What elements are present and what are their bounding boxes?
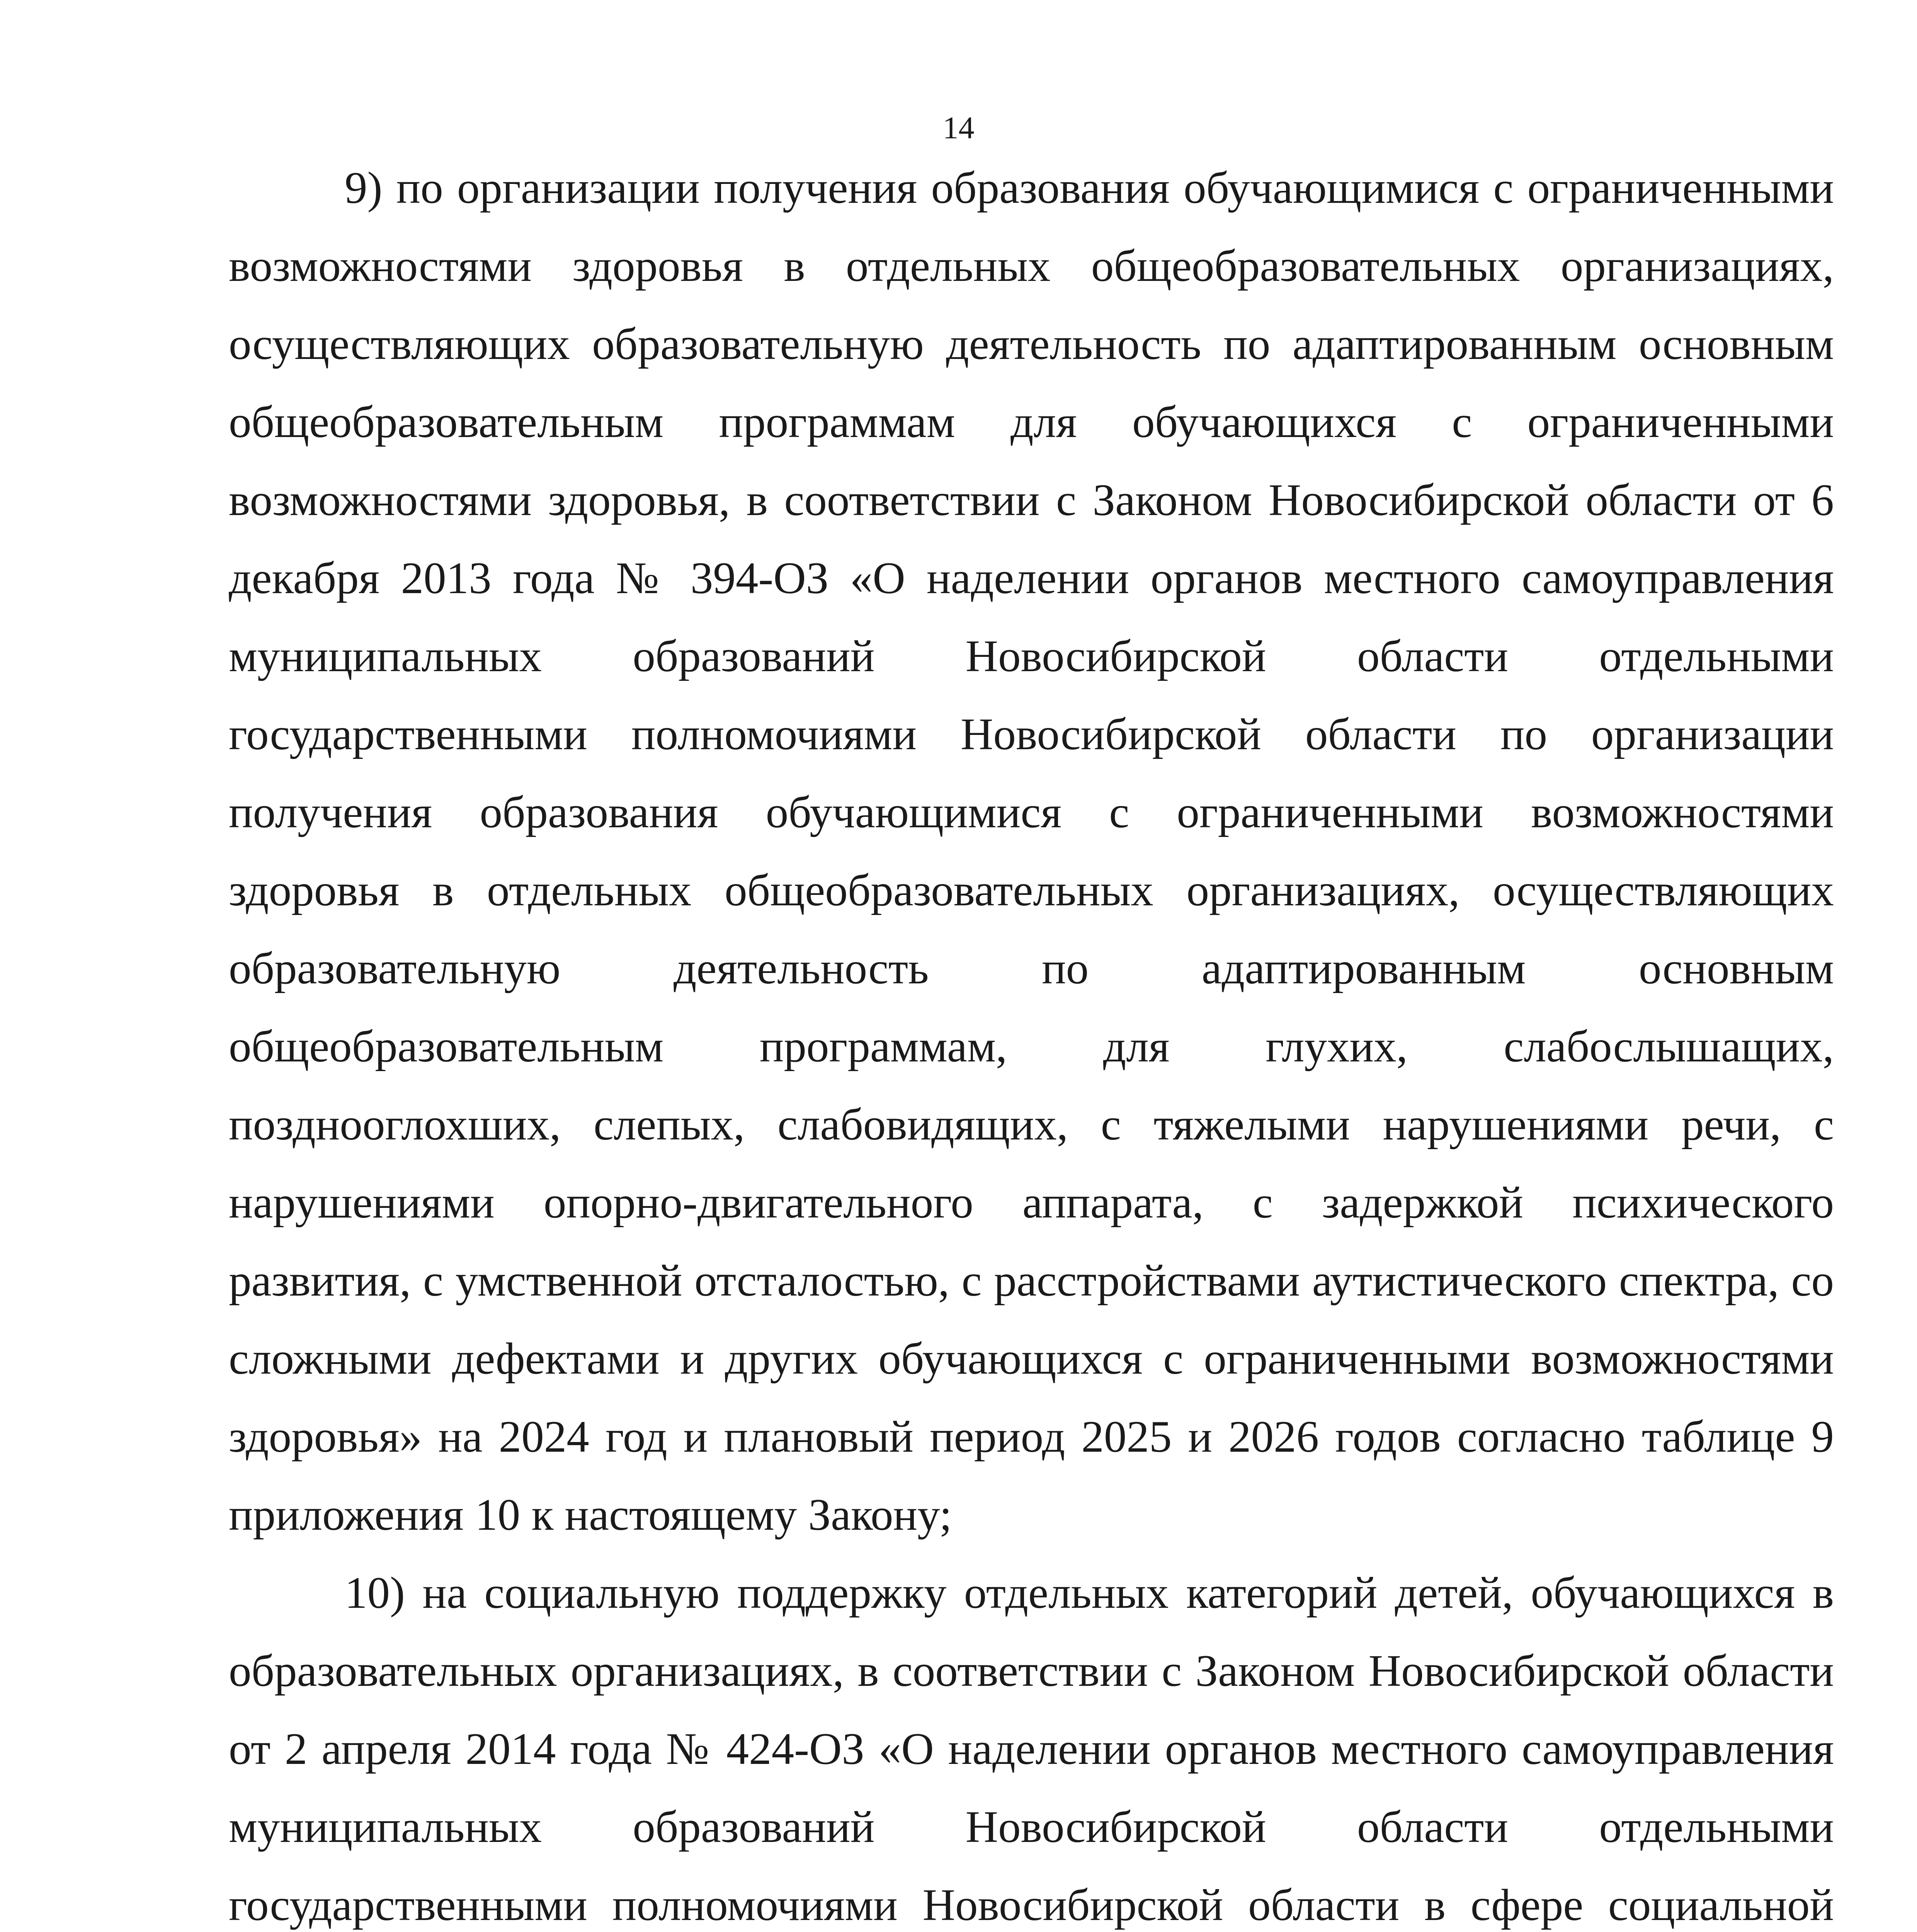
paragraph-item-10: 10) на социальную поддержку отдельных категорий детей, обучающихся в образовательных организациях, в соответствии с Законом Новосибирской области от 2 апреля 2014 года № 424-ОЗ «О наделении органов местного самоуправления муниципальных образований Новосибирской области отдельными государственными полномочиями Новосибирской области в сфере социальной <box>229 1568 1834 1930</box>
paragraph-item-9: 9) по организации получения образования обучающимися с ограниченными возможностями здоровья в отдельных общеобразовательных организациях, осуществляющих образовательную деятельность по адаптированным основным общеобразовательным программам для обучающихся с ограниченными возможностями здоровья, в соответствии с Законом Новосибирской области от 6 декабря 2013 года № 394-ОЗ «О наделении органов местного самоуправления муниципальных образований Новосибирской области отдельными государственными полномочиями Новосибирской области по организации получения образования обучающимися с ограниченными возможностями здоровья в отдельных общеобразовательных организациях, осуществляющих образовательную деятельность по адаптированным основным общеобразовательным программам, для глухих, слабослышащих, позднооглохших, слепых, слабовидящих, с тяжелыми нарушениями речи, с нарушениями опорно-двигательного аппарата, с задержкой психического развития, с умственной отсталостью, с расстройствами аутистического спектра, со сложными дефектами и других обучающихся с ограниченными возможностями здоровья» на 2024 год и плановый период 2025 и 2026 годов согласно таблице 9 приложения 10 к настоящему Закону; <box>229 163 1834 1540</box>
document-body <box>229 149 1834 1932</box>
page-number: 14 <box>942 110 975 145</box>
